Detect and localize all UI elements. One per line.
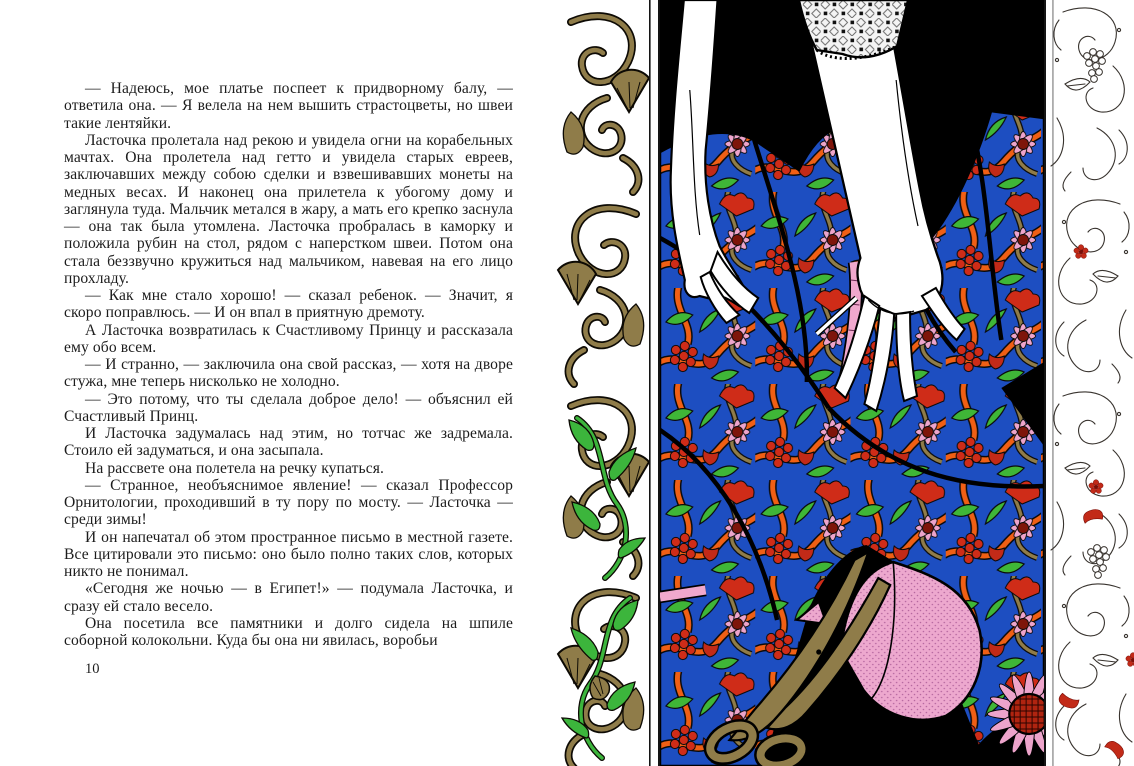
- illustration-seamstress-hands: [658, 0, 1046, 766]
- left-page: [0, 0, 555, 766]
- paragraph: А Ласточка возвратилась к Счастливому Принцу и рассказала ему обо всем.: [64, 321, 513, 356]
- text-block: [64, 80, 513, 649]
- ornament-border-right: [1049, 0, 1134, 766]
- paragraph: И Ласточка задумалась над этим, но тотчас же задремала. Стоило ей задуматься, и она засыпала.: [64, 425, 513, 460]
- paragraph: На рассвете она полетела на речку купаться.: [85, 459, 385, 477]
- paragraph: «Сегодня же ночью — в Египет!» — подумала Ласточка, и сразу ей стало весело.: [64, 580, 513, 615]
- ornament-border-left: [555, 0, 655, 766]
- lace-cuff: [799, 0, 908, 59]
- paragraph: — Как мне стало хорошо! — сказал ребенок. — Значит, я скоро поправлюсь. — И он впал в приятную дремоту.: [64, 287, 513, 322]
- scroll-ornament-right: [1049, 0, 1134, 766]
- paragraph: Она посетила все памятники и долго сидела на шпиле соборной колокольни. Куда бы она ни явилась, воробьи: [64, 614, 513, 649]
- scroll-ornament-left: [555, 0, 655, 766]
- paragraph: И он напечатал об этом пространное письмо в местной газете. Все цитировали это письмо: оно было полно таких слов, которых никто не понимал.: [64, 528, 513, 580]
- paragraph: Ласточка пролетала над рекою и увидела огни на корабельных мачтах. Она пролетела над гетто и увидела старых евреев, заключавших между собою сделки и взвешивавших монеты на медных весах. И наконец она прилетела к убогому дому и заглянула туда. Мальчик метался в жару, а мать его крепко заснула — она так была утомлена. Ласточка пробралась в каморку и положила рубин на стол, рядом с наперстком швеи. Потом она стала беззвучно кружиться над мальчиком, навевая на его лицо прохладу.: [64, 131, 513, 287]
- paragraph: — Это потому, что ты сделала доброе дело! — объяснил ей Счастливый Принц.: [64, 390, 513, 425]
- page-number: 10: [85, 661, 100, 677]
- paragraph: — Надеюсь, мое платье поспеет к придворному балу, — ответила она. — Я велела на нем вышить страстоцветы, но швеи такие лентяйки.: [64, 80, 513, 132]
- paragraph: — Странное, необъяснимое явление! — сказал Профессор Орнитологии, проходивший в ту пору по мосту. — Ласточка — среди зимы!: [64, 476, 513, 529]
- paragraph: — И странно, — заключила она свой рассказ, — хотя на дворе стужа, мне теперь нисколько не холодно.: [64, 356, 513, 391]
